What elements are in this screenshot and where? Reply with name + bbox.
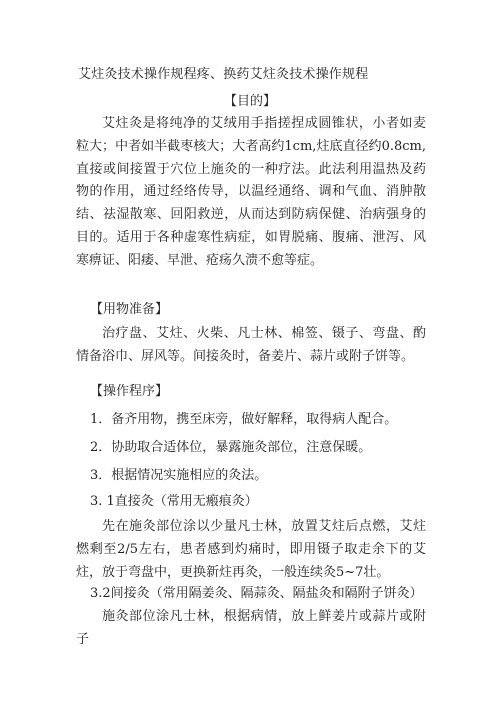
procedure-step-2: 2．协助取合适体位，暴露施灸部位，注意保暖。: [90, 440, 372, 455]
direct-moxibustion-heading: 3. 1直接灸（常用无瘢痕灸）: [90, 494, 258, 509]
procedure-step-3: 3．根据情况实施相应的灸法。: [90, 468, 268, 483]
document-title: 艾炷灸技术操作规程疼、换药艾炷灸技术操作规程: [78, 67, 369, 82]
indirect-moxibustion-heading: 3.2间接灸（常用隔姜灸、隔蒜灸、隔盐灸和隔附子饼灸）: [90, 586, 423, 601]
direct-moxibustion-paragraph: 先在施灸部位涂以少量凡士林，放置艾炷后点燃，艾炷燃剩至2/5左右，患者感到灼痛时，即用镊子取走余下的艾炷，放于弯盘中，更换新炷再灸，一般连续灸5~7壮。: [76, 519, 426, 580]
procedure-heading: 【操作程序】: [90, 384, 169, 399]
materials-paragraph: 治疗盘、艾炷、火柴、凡士林、棉签、镊子、弯盘、酌情备浴巾、屏风等。间接灸时，备姜片、蒜片或附子饼等。: [76, 326, 426, 364]
purpose-heading: 【目的】: [223, 94, 276, 109]
indirect-moxibustion-paragraph: 施灸部位涂凡士林，根据病情，放上鲜姜片或蒜片或附子: [76, 609, 426, 647]
procedure-step-1: 1．备齐用物，携至床旁，做好解释，取得病人配合。: [90, 412, 398, 427]
materials-heading: 【用物准备】: [90, 302, 169, 317]
purpose-paragraph: 艾炷灸是将纯净的艾绒用手指搓捏成圆锥状，小者如麦粒大；中者如半截枣核大；大者高约1cm,炷底直径约0.8cm,直接或间接置于穴位上施灸的一种疗法。此法利用温热及药物的作用，通过经络传导，以温经通络、调和气血、消肿散结、祛湿散寒、回阳救逆，从而达到防病保健、治病强身的目的。适用于各种虚寒性病症，如胃脱痛、腹痛、泄泻、风寒痹证、阳痿、早泄、疮疡久溃不愈等症。: [76, 116, 426, 268]
